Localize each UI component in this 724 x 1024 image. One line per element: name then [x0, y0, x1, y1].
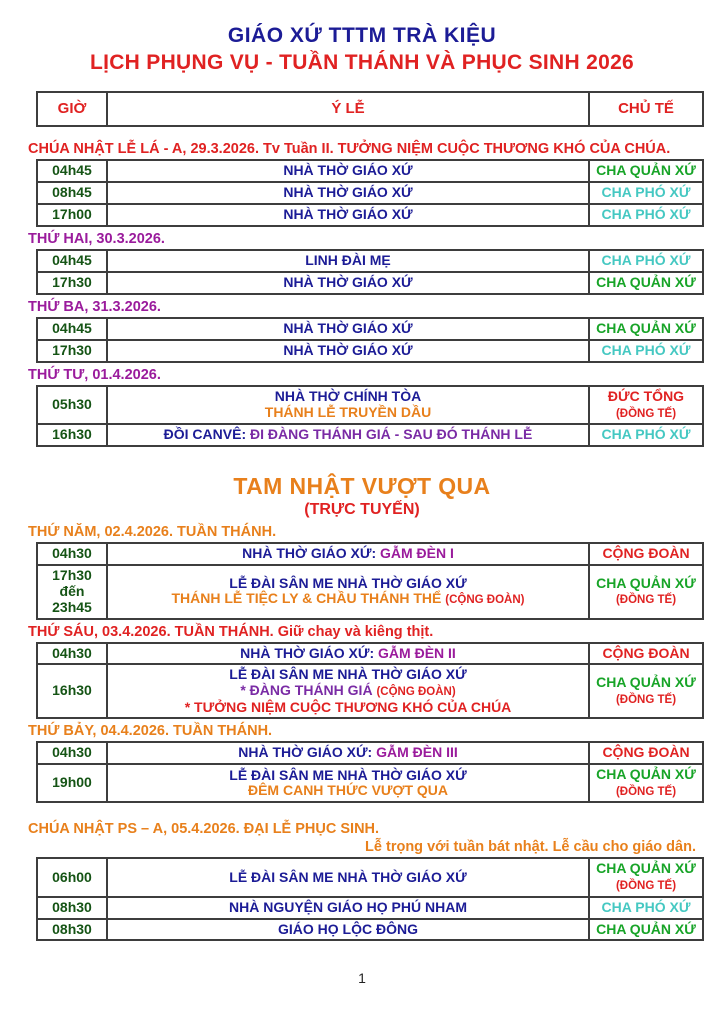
intention-line [112, 405, 584, 421]
text-span: CHA QUẢN XỨ [596, 162, 696, 178]
celebrant-line [594, 922, 698, 938]
section-heading: CHÚA NHẬT LỄ LÁ - A, 29.3.2026. Tv Tuần II. TƯỞNG NIỆM CUỘC THƯƠNG KHÓ CỦA CHÚA. [28, 141, 671, 157]
time-cell [37, 897, 107, 919]
text-span: NHÀ THỜ GIÁO XỨ [283, 205, 413, 222]
celebrant-line [594, 675, 698, 691]
text-span: CHA QUẢN XỨ [596, 920, 696, 937]
table-row [37, 643, 703, 665]
schedule-table [36, 642, 704, 720]
intention-cell [107, 182, 589, 204]
intention-cell [107, 643, 589, 665]
time-cell [37, 764, 107, 802]
text-span: NHÀ THỜ GIÁO XỨ: [238, 744, 377, 761]
celebrant-line [594, 546, 698, 562]
text-span: CHA QUẢN XỨ [596, 860, 696, 877]
intention-line [112, 185, 584, 201]
time-cell [37, 160, 107, 182]
text-span: GẪM ĐÈN I [380, 544, 454, 561]
time-line: 04h30 [52, 744, 92, 761]
text-span: ĐỨC TỔNG [607, 387, 685, 404]
page-number: 1 [358, 970, 366, 986]
text-span: CỘNG ĐOÀN [602, 744, 690, 761]
easter-note: Lễ trọng với tuần bát nhật. Lễ cầu cho giáo dân. [365, 839, 696, 856]
celebrant-cell [589, 424, 703, 446]
celebrant-cell [589, 742, 703, 764]
celebrant-line [594, 861, 698, 877]
text-span: CHA QUẢN XỨ [596, 766, 696, 783]
table-row [37, 858, 703, 896]
section-heading: THỨ HAI, 30.3.2026. [28, 230, 165, 247]
table-row [37, 565, 703, 619]
intention-cell [107, 272, 589, 294]
intention-line [112, 343, 584, 359]
time-line: 16h30 [52, 682, 92, 699]
celebrant-line [594, 389, 698, 405]
page-title: GIÁO XỨ TTTM TRÀ KIỆU [227, 24, 497, 47]
celebrant-line [594, 591, 698, 607]
text-span: (CỘNG ĐOÀN) [376, 686, 456, 699]
time-cell [37, 182, 107, 204]
table-row [37, 543, 703, 565]
intention-cell [107, 424, 589, 446]
table-row [37, 664, 703, 718]
intention-line [112, 667, 584, 683]
time-line: 17h30 [52, 566, 92, 583]
section-heading: THỨ BA, 31.3.2026. [28, 298, 161, 315]
intention-cell [107, 764, 589, 802]
celebrant-cell [589, 858, 703, 896]
text-span: CỘNG ĐOÀN [602, 644, 690, 661]
schedule-table [36, 542, 704, 620]
table-row [37, 250, 703, 272]
text-span: LỄ ĐÀI SÂN ME NHÀ THỜ GIÁO XỨ [229, 868, 467, 885]
header-celebrant: CHỦ TẾ [589, 92, 703, 126]
intention-line [112, 427, 584, 443]
intention-line [112, 253, 584, 269]
celebrant-cell [589, 643, 703, 665]
celebrant-cell [589, 664, 703, 718]
schedule-table [36, 249, 704, 295]
time-cell [37, 340, 107, 362]
text-span: ĐỒI CANVÊ: [163, 425, 250, 442]
text-span: (ĐỒNG TẾ) [615, 407, 677, 420]
celebrant-cell [589, 272, 703, 294]
celebrant-cell [589, 897, 703, 919]
time-cell [37, 543, 107, 565]
text-span: GIÁO HỌ LỘC ĐÔNG [278, 920, 418, 937]
schedule-table [36, 857, 704, 941]
intention-line [112, 646, 584, 662]
text-span: CỘNG ĐOÀN [602, 544, 690, 561]
time-cell [37, 250, 107, 272]
time-line: 05h30 [52, 395, 92, 412]
time-line: 17h00 [52, 205, 92, 222]
text-span: NHÀ NGUYỆN GIÁO HỌ PHÚ NHAM [228, 898, 467, 915]
intention-cell [107, 386, 589, 424]
text-span: NHÀ THỜ GIÁO XỨ: [242, 544, 380, 561]
intention-cell [107, 858, 589, 896]
schedule-table [36, 159, 704, 227]
intention-line [112, 275, 584, 291]
time-cell [37, 424, 107, 446]
celebrant-line [594, 185, 698, 201]
intention-line [112, 700, 584, 716]
text-span: (ĐỒNG TẾ) [615, 880, 677, 893]
table-row [37, 160, 703, 182]
intention-line [112, 546, 584, 562]
schedule-table [36, 385, 704, 447]
celebrant-line [594, 253, 698, 269]
time-cell [37, 204, 107, 226]
text-span: CHA PHÓ XỨ [601, 251, 691, 268]
schedule-header-table [36, 91, 704, 127]
text-span: (ĐỒNG TẾ) [615, 594, 677, 607]
intention-line [112, 591, 584, 607]
intention-line [112, 745, 584, 761]
celebrant-cell [589, 318, 703, 340]
intention-cell [107, 664, 589, 718]
text-span: LINH ĐÀI MẸ [305, 251, 391, 268]
intention-line [112, 922, 584, 938]
intention-cell [107, 543, 589, 565]
schedule-table [36, 317, 704, 363]
celebrant-cell [589, 543, 703, 565]
celebrant-cell [589, 182, 703, 204]
time-line: 06h00 [52, 868, 92, 885]
table-row [37, 919, 703, 941]
time-cell [37, 742, 107, 764]
text-span: GẪM ĐÈN II [378, 644, 456, 661]
section-gap [28, 447, 696, 461]
celebrant-cell [589, 919, 703, 941]
table-row [37, 764, 703, 802]
header-row [37, 92, 703, 126]
text-span: NHÀ THỜ GIÁO XỨ [283, 319, 413, 336]
table-row [37, 318, 703, 340]
section-heading: THỨ NĂM, 02.4.2026. TUẦN THÁNH. [28, 523, 277, 540]
text-span: NHÀ THỜ GIÁO XỨ [283, 162, 413, 178]
celebrant-line [594, 745, 698, 761]
intention-cell [107, 340, 589, 362]
time-line: 04h45 [52, 319, 92, 336]
text-span: NHÀ THỜ CHÍNH TÒA [274, 387, 422, 404]
text-span: NHÀ THỜ GIÁO XỨ: [240, 644, 379, 661]
time-line: 08h30 [52, 898, 92, 915]
celebrant-line [594, 405, 698, 421]
time-cell [37, 272, 107, 294]
celebrant-cell [589, 340, 703, 362]
celebrant-line [594, 767, 698, 783]
text-span: CHA PHÓ XỨ [601, 205, 691, 222]
table-row [37, 424, 703, 446]
text-span: CHA QUẢN XỨ [596, 273, 696, 290]
text-span: * ĐÀNG THÁNH GIÁ [240, 682, 377, 699]
text-span: ĐÊM CANH THỨC VƯỢT QUA [247, 782, 449, 799]
triduum-title: TAM NHẬT VƯỢT QUA [233, 472, 491, 499]
text-span: CHA PHÓ XỨ [601, 898, 691, 915]
intention-cell [107, 919, 589, 941]
time-cell [37, 643, 107, 665]
section-gap [28, 803, 696, 817]
page-subtitle: LỊCH PHỤNG VỤ - TUẦN THÁNH VÀ PHỤC SINH 2026 [89, 51, 635, 74]
celebrant-cell [589, 250, 703, 272]
text-span: ĐI ĐÀNG THÁNH GIÁ - SAU ĐÓ THÁNH LỄ [250, 425, 533, 442]
celebrant-cell [589, 565, 703, 619]
text-span: CHA QUẢN XỨ [596, 319, 696, 336]
table-row [37, 742, 703, 764]
intention-cell [107, 250, 589, 272]
time-cell [37, 565, 107, 619]
time-cell [37, 318, 107, 340]
text-span: (CỘNG ĐOÀN) [445, 594, 525, 607]
celebrant-cell [589, 386, 703, 424]
section-heading: THỨ BẢY, 04.4.2026. TUẦN THÁNH. [28, 723, 273, 740]
time-line: 19h00 [52, 774, 92, 791]
celebrant-line [594, 576, 698, 592]
intention-line [112, 163, 584, 179]
section-heading: THỨ SÁU, 03.4.2026. TUẦN THÁNH. Giữ chay và kiêng thịt. [28, 623, 434, 640]
celebrant-line [594, 207, 698, 223]
table-row [37, 386, 703, 424]
table-row [37, 340, 703, 362]
time-line: 04h45 [52, 162, 92, 178]
time-line: 16h30 [52, 425, 92, 442]
time-line: đến [59, 582, 85, 599]
intention-cell [107, 160, 589, 182]
celebrant-line [594, 646, 698, 662]
triduum-subtitle: (TRỰC TUYẾN) [304, 500, 420, 518]
celebrant-line [594, 877, 698, 893]
celebrant-line [594, 691, 698, 707]
intention-cell [107, 204, 589, 226]
time-cell [37, 386, 107, 424]
table-row [37, 204, 703, 226]
intention-line [112, 207, 584, 223]
text-span: THÁNH LỄ TIỆC LY & CHẦU THÁNH THỂ [171, 590, 446, 607]
celebrant-cell [589, 764, 703, 802]
text-span: NHÀ THỜ GIÁO XỨ [283, 273, 413, 290]
intention-line [112, 870, 584, 886]
text-span: LỄ ĐÀI SÂN ME NHÀ THỜ GIÁO XỨ [229, 574, 467, 591]
intention-cell [107, 897, 589, 919]
sections-container [28, 141, 696, 941]
header-intention: Ý LỄ [107, 92, 589, 126]
table-row [37, 272, 703, 294]
text-span: THÁNH LỄ TRUYỀN DẦU [264, 403, 432, 420]
intention-line [112, 900, 584, 916]
intention-line [112, 321, 584, 337]
celebrant-line [594, 163, 698, 179]
text-span: NHÀ THỜ GIÁO XỨ [283, 341, 413, 358]
text-span: NHÀ THỜ GIÁO XỨ [283, 183, 413, 200]
intention-cell [107, 565, 589, 619]
celebrant-cell [589, 204, 703, 226]
celebrant-line [594, 275, 698, 291]
time-line: 08h30 [52, 920, 92, 937]
text-span: LỄ ĐÀI SÂN ME NHÀ THỜ GIÁO XỨ [229, 666, 467, 683]
time-line: 08h45 [52, 183, 92, 200]
table-row [37, 182, 703, 204]
section-heading: THỨ TƯ, 01.4.2026. [28, 366, 161, 383]
celebrant-line [594, 321, 698, 337]
time-line: 04h30 [52, 644, 92, 661]
text-span: * TƯỞNG NIỆM CUỘC THƯƠNG KHÓ CỦA CHÚA [184, 698, 512, 715]
intention-cell [107, 742, 589, 764]
time-cell [37, 664, 107, 718]
celebrant-line [594, 900, 698, 916]
text-span: (ĐỒNG TẾ) [615, 694, 677, 707]
section-heading: CHÚA NHẬT PS – A, 05.4.2026. ĐẠI LỄ PHỤC SINH. [28, 821, 380, 838]
text-span: LỄ ĐÀI SÂN ME NHÀ THỜ GIÁO XỨ [229, 766, 467, 783]
celebrant-line [594, 783, 698, 799]
text-span: (ĐỒNG TẾ) [615, 786, 677, 799]
header-time: GIỜ [37, 92, 107, 126]
time-line: 04h30 [52, 544, 92, 561]
time-line: 23h45 [52, 598, 92, 615]
time-cell [37, 858, 107, 896]
text-span: CHA PHÓ XỨ [601, 341, 691, 358]
intention-line [112, 683, 584, 699]
celebrant-line [594, 343, 698, 359]
table-row [37, 897, 703, 919]
time-cell [37, 919, 107, 941]
celebrant-line [594, 427, 698, 443]
text-span: GẪM ĐÈN III [376, 744, 458, 761]
time-line: 04h45 [52, 251, 92, 268]
schedule-table [36, 741, 704, 803]
celebrant-cell [589, 160, 703, 182]
intention-line [112, 389, 584, 405]
text-span: CHA QUẢN XỨ [596, 574, 696, 591]
intention-line [112, 783, 584, 799]
time-line: 17h30 [52, 273, 92, 290]
text-span: CHA PHÓ XỨ [601, 425, 691, 442]
text-span: CHA QUẢN XỨ [596, 674, 696, 691]
text-span: CHA PHÓ XỨ [601, 183, 691, 200]
intention-cell [107, 318, 589, 340]
time-line: 17h30 [52, 341, 92, 358]
